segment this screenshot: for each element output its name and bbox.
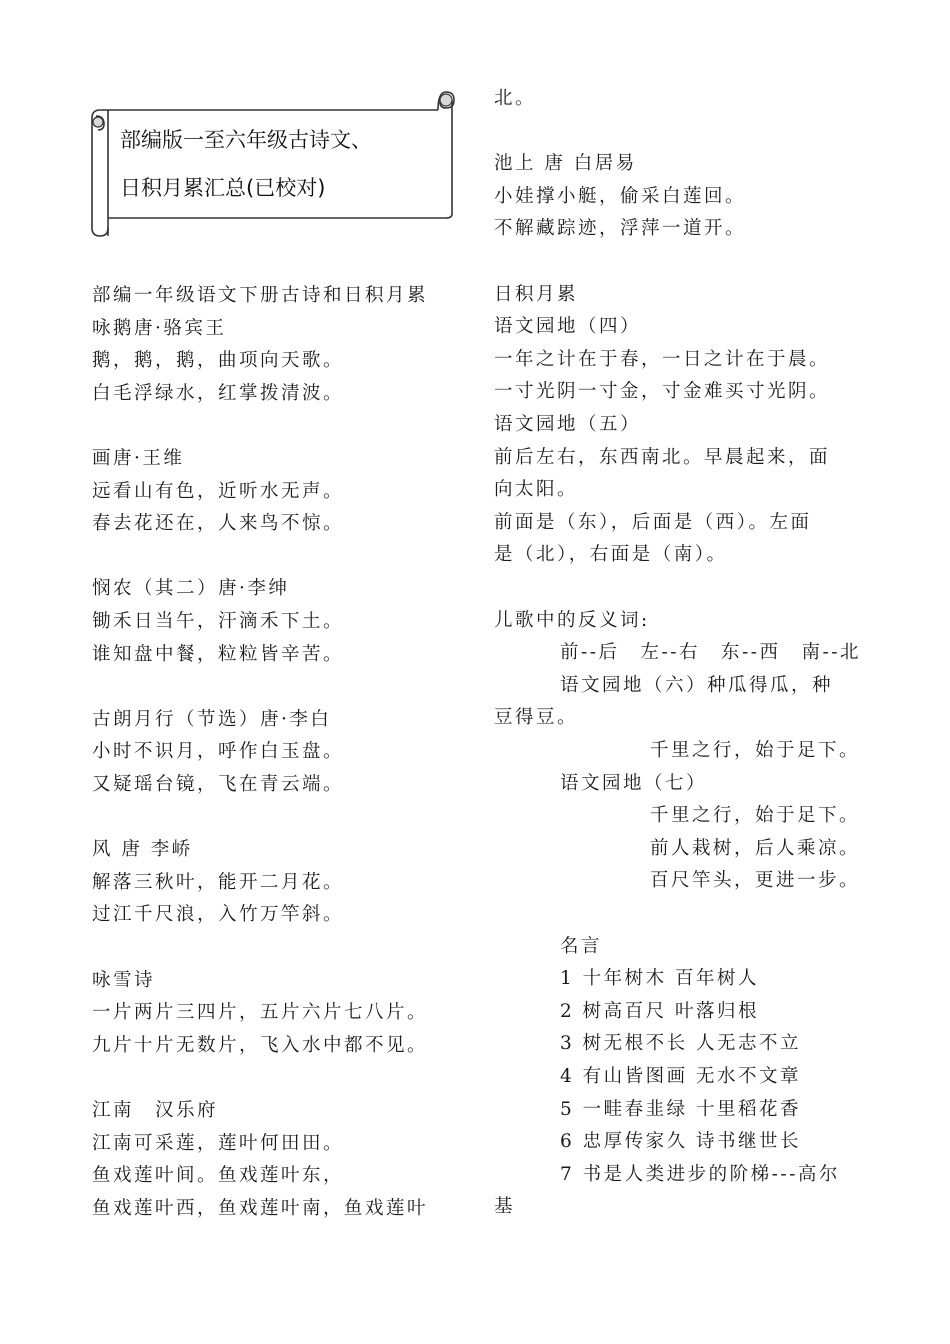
text-line: 7 书是人类进步的阶梯---高尔 [560,1163,840,1185]
text-line: 语文园地（六）种瓜得瓜，种 [560,674,834,696]
text-line: 5 一畦春韭绿 十里稻花香 [560,1098,802,1120]
text-line: 语文园地（五） [494,414,642,435]
text-line: 九片十片无数片，飞入水中都不见。 [92,1034,429,1056]
text-line: 解落三秋叶，能开二月花。 [92,871,345,893]
text-line: 前后左右，东西南北。早晨起来，面 [494,446,831,468]
text-line: 白毛浮绿水，红掌拨清波。 [92,382,345,404]
text-line: 千里之行，始于足下。 [650,805,861,827]
text-line: 画唐·王维 [92,448,185,469]
text-line: 名言 [560,935,603,957]
text-line: 前面是（东），后面是（西）。左面 [494,511,812,533]
text-line: 鱼戏莲叶西，鱼戏莲叶南，鱼戏莲叶 [92,1197,429,1219]
text-line: 前--后 左--右 东--西 南--北 [560,642,862,664]
text-line: 江南可采莲，莲叶何田田。 [92,1132,345,1154]
title-scroll-banner [86,88,458,240]
text-line: 语文园地（四） [494,316,642,338]
text-line: 向太阳。 [494,479,579,501]
text-line: 6 忠厚传家久 诗书继世长 [560,1131,802,1153]
text-line: 悯农（其二）唐·李绅 [92,578,290,600]
text-line: 基 [494,1196,516,1218]
text-line: 古朗月行（节选）唐·李白 [92,708,332,730]
text-line: 池上 唐 白居易 [494,153,637,175]
text-line: 语文园地（七） [560,772,708,794]
text-line: 咏雪诗 [92,969,156,991]
text-line: 4 有山皆图画 无水不文章 [560,1066,802,1087]
title-line-2: 日积月累汇总(已校对) [120,176,326,200]
text-line: 北。 [494,88,537,109]
text-line: 鹅，鹅，鹅，曲项向天歌。 [92,350,345,372]
text-line: 1 十年树木 百年树人 [560,968,760,990]
text-line: 2 树高百尺 叶落归根 [560,1000,760,1022]
text-line: 部编一年级语文下册古诗和日积月累 [92,285,429,306]
text-line: 春去花还在，人来鸟不惊。 [92,513,345,535]
text-line: 远看山有色，近听水无声。 [92,480,345,502]
text-line: 千里之行，始于足下。 [650,740,861,761]
text-line: 不解藏踪迹，浮萍一道开。 [494,218,747,240]
text-line: 又疑瑶台镜，飞在青云端。 [92,774,345,795]
text-line: 豆得豆。 [494,707,579,729]
text-line: 3 树无根不长 人无志不立 [560,1033,802,1055]
text-line: 小时不识月，呼作白玉盘。 [92,741,345,763]
text-line: 小娃撑小艇，偷采白莲回。 [494,185,747,207]
text-line: 日积月累 [494,283,579,305]
text-line: 一寸光阴一寸金，寸金难买寸光阴。 [494,381,831,403]
text-line: 一年之计在于春，一日之计在于晨。 [494,348,831,370]
text-line: 鱼戏莲叶间。鱼戏莲叶东， [92,1165,345,1187]
text-line: 前人栽树，后人乘凉。 [650,837,861,859]
text-line: 谁知盘中餐，粒粒皆辛苦。 [92,643,345,665]
text-line: 一片两片三四片，五片六片七八片。 [92,1002,429,1024]
text-line: 过江千尺浪，入竹万竿斜。 [92,904,345,926]
text-line: 百尺竿头，更进一步。 [650,870,861,892]
title-line-1: 部编版一至六年级古诗文、 [120,128,372,152]
document-title [120,116,450,212]
text-line: 是（北），右面是（南）。 [494,544,728,566]
text-line: 咏鹅唐·骆宾王 [92,317,227,339]
text-line: 江南 汉乐府 [92,1100,219,1121]
text-line: 锄禾日当午，汗滴禾下土。 [92,611,345,632]
text-line: 儿歌中的反义词: [494,609,650,631]
text-line: 风 唐 李峤 [92,839,193,861]
